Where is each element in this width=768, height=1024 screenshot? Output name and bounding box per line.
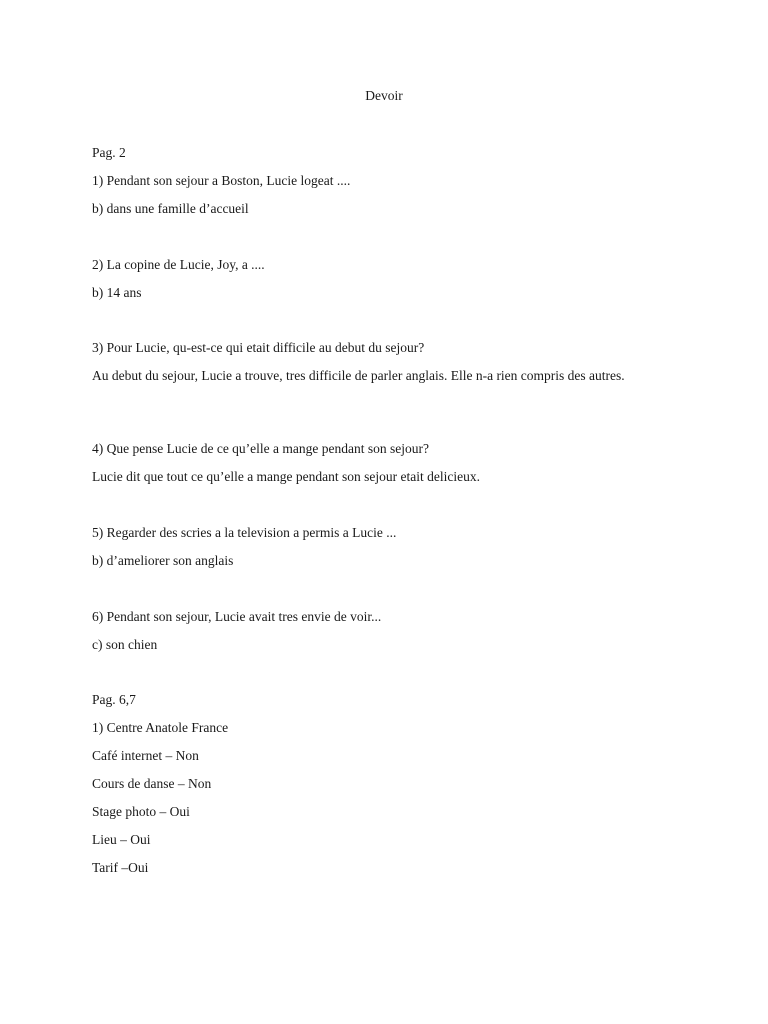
answer-3: Au debut du sejour, Lucie a trouve, tres difficile de parler anglais. Elle n-a rien compris des autres. — [92, 368, 625, 383]
list-item: Tarif –Oui — [92, 860, 149, 875]
answer-5: b) d’ameliorer son anglais — [92, 553, 234, 568]
question-4: 4) Que pense Lucie de ce qu’elle a mange pendant son sejour? — [92, 441, 429, 456]
answer-2: b) 14 ans — [92, 285, 142, 300]
answer-1: b) dans une famille d’accueil — [92, 201, 249, 216]
question-2: 2) La copine de Lucie, Joy, a .... — [92, 257, 265, 272]
question-5: 5) Regarder des scries a la television a permis a Lucie ... — [92, 525, 397, 540]
document-title: Devoir — [365, 88, 403, 103]
list-item: Stage photo – Oui — [92, 804, 190, 819]
list-item: Lieu – Oui — [92, 832, 151, 847]
list-item: Café internet – Non — [92, 748, 199, 763]
list-item: Cours de danse – Non — [92, 776, 212, 791]
question-1: 1) Pendant son sejour a Boston, Lucie logeat .... — [92, 173, 351, 188]
section-heading-pag-6-7: Pag. 6,7 — [92, 692, 136, 707]
question-3: 3) Pour Lucie, qu-est-ce qui etait difficile au debut du sejour? — [92, 340, 425, 355]
section-heading-pag-2: Pag. 2 — [92, 145, 126, 160]
question-centre: 1) Centre Anatole France — [92, 720, 229, 735]
question-6: 6) Pendant son sejour, Lucie avait tres envie de voir... — [92, 609, 382, 624]
answer-6: c) son chien — [92, 637, 158, 652]
answer-4: Lucie dit que tout ce qu’elle a mange pendant son sejour etait delicieux. — [92, 469, 480, 484]
